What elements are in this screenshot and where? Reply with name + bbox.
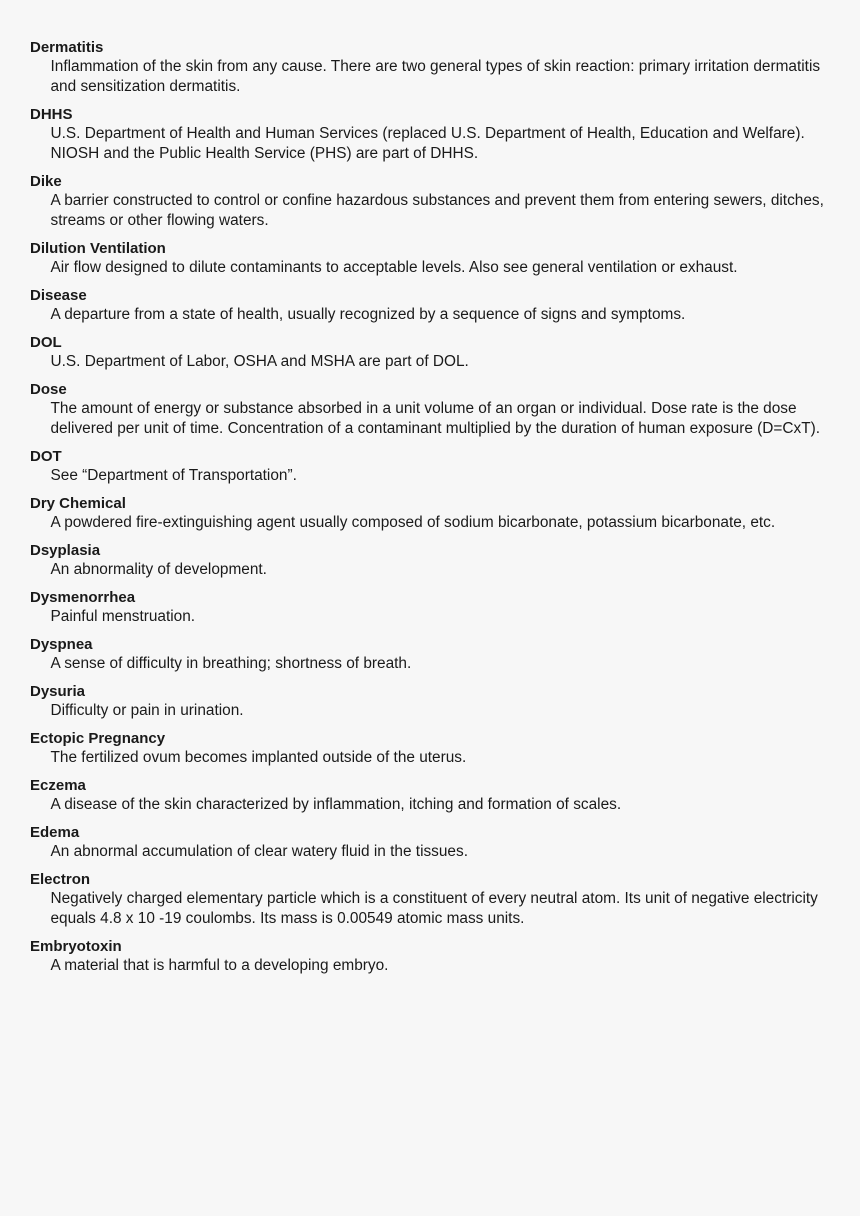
glossary-entry-dilution-ventilation xyxy=(30,239,836,278)
glossary-definition: A powdered fire-extinguishing agent usually composed of sodium bicarbonate, potassium bicarbonate, etc. xyxy=(50,514,776,531)
glossary-definition: A material that is harmful to a developing embryo. xyxy=(50,957,389,974)
glossary-term: Ectopic Pregnancy xyxy=(30,730,166,747)
glossary-definition: The fertilized ovum becomes implanted outside of the uterus. xyxy=(50,749,467,766)
glossary-entry-dot xyxy=(30,447,836,486)
glossary-definition: A barrier constructed to control or confine hazardous substances and prevent them from entering sewers, ditches, streams or other flowing waters. xyxy=(50,192,824,229)
glossary-entry-dike xyxy=(30,172,836,231)
glossary-term: Dry Chemical xyxy=(30,495,126,512)
glossary-term: Dyspnea xyxy=(30,636,93,653)
glossary-term: Electron xyxy=(30,871,91,888)
glossary-term: Embryotoxin xyxy=(30,938,122,955)
glossary-definition: See “Department of Transportation”. xyxy=(50,467,297,484)
glossary-definition: Negatively charged elementary particle which is a constituent of every neutral atom. Its unit of negative electricity equals 4.8 x 10 -19 coulombs. Its mass is 0.00549 atomic mass units. xyxy=(50,890,818,927)
glossary-term: Disease xyxy=(30,287,87,304)
glossary-definition: Difficulty or pain in urination. xyxy=(50,702,244,719)
glossary-definition: Painful menstruation. xyxy=(50,608,196,625)
glossary-definition: Inflammation of the skin from any cause. There are two general types of skin reaction: primary irritation dermatitis and sensitization dermatitis. xyxy=(50,58,821,95)
glossary-entry-dysuria xyxy=(30,682,836,721)
glossary-definition: The amount of energy or substance absorbed in a unit volume of an organ or individual. Dose rate is the dose delivered per unit of time. Concentration of a contaminant multiplied by the duration of human exposure (D=CxT). xyxy=(50,400,821,437)
glossary-definition: A disease of the skin characterized by inflammation, itching and formation of scales. xyxy=(50,796,622,813)
glossary-term: DHHS xyxy=(30,106,73,123)
glossary-entry-dyspnea xyxy=(30,635,836,674)
glossary-term: DOL xyxy=(30,334,62,351)
glossary-term: Dose xyxy=(30,381,67,398)
glossary-definition: An abnormal accumulation of clear watery fluid in the tissues. xyxy=(50,843,468,860)
glossary-entry-edema xyxy=(30,823,836,862)
glossary-term: Dike xyxy=(30,173,62,190)
glossary-term: Dysuria xyxy=(30,683,86,700)
glossary-definition: An abnormality of development. xyxy=(50,561,267,578)
glossary-entry-dysmenorrhea xyxy=(30,588,836,627)
glossary-term: Eczema xyxy=(30,777,86,794)
glossary-entry-disease xyxy=(30,286,836,325)
glossary-term: DOT xyxy=(30,448,62,465)
glossary-entry-dol xyxy=(30,333,836,372)
glossary-term: Edema xyxy=(30,824,80,841)
glossary-term: Dilution Ventilation xyxy=(30,240,166,257)
glossary-term: Dermatitis xyxy=(30,39,104,56)
glossary-entry-dermatitis xyxy=(30,38,836,97)
glossary-definition: Air flow designed to dilute contaminants to acceptable levels. Also see general ventilation or exhaust. xyxy=(50,259,738,276)
glossary-entry-dhhs xyxy=(30,105,836,164)
glossary-term: Dysmenorrhea xyxy=(30,589,136,606)
glossary-entry-dsyplasia xyxy=(30,541,836,580)
glossary-entry-ectopic-pregnancy xyxy=(30,729,836,768)
glossary-definition: U.S. Department of Labor, OSHA and MSHA are part of DOL. xyxy=(50,353,469,370)
glossary-entry-eczema xyxy=(30,776,836,815)
glossary-entry-dry-chemical xyxy=(30,494,836,533)
glossary-definition: A departure from a state of health, usually recognized by a sequence of signs and symptoms. xyxy=(50,306,686,323)
glossary-entry-embryotoxin xyxy=(30,937,836,976)
glossary-term: Dsyplasia xyxy=(30,542,101,559)
glossary-definition: U.S. Department of Health and Human Services (replaced U.S. Department of Health, Education and Welfare). NIOSH and the Public Health Service (PHS) are part of DHHS. xyxy=(50,125,805,162)
glossary-entry-dose xyxy=(30,380,836,439)
glossary-entry-electron xyxy=(30,870,836,929)
glossary-definition: A sense of difficulty in breathing; shortness of breath. xyxy=(50,655,412,672)
